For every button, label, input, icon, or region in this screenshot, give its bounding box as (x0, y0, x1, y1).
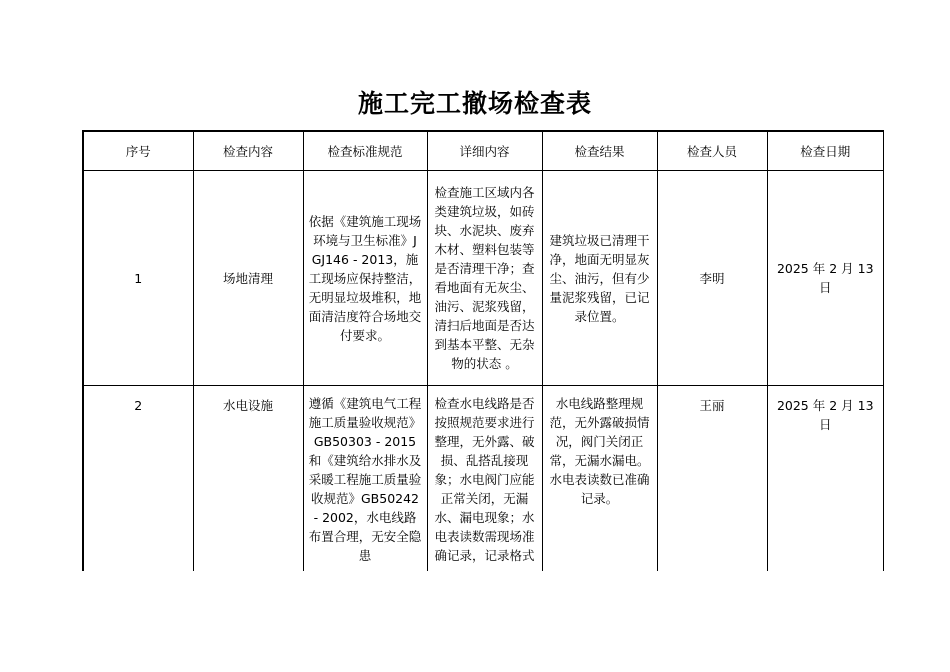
document-title: 施工完工撤场检查表 (357, 89, 592, 118)
header-date: 检查日期 (767, 131, 884, 171)
cell-detail: 检查施工区域内各类建筑垃圾，如砖块、水泥块、废弃木材、塑料包装等是否清理干净；查看地面有无灰尘、油污、泥浆残留，清扫后地面是否达到基本平整、无杂物的状态 。 (427, 171, 542, 386)
header-inspector: 检查人员 (657, 131, 767, 171)
inspection-table-container (82, 130, 884, 571)
cell-result: 建筑垃圾已清理干净，地面无明显灰尘、油污，但有少量泥浆残留，已记录位置。 (542, 171, 657, 386)
cell-index: 2 (83, 386, 193, 572)
cell-item: 场地清理 (193, 171, 303, 386)
cell-detail: 检查水电线路是否按照规范要求进行整理，无外露、破损、乱搭乱接现象；水电阀门应能正常关闭，无漏水、漏电现象；水电表读数需现场准确记录，记录格式 (427, 386, 542, 572)
cell-standard: 遵循《建筑电气工程施工质量验收规范》GB50303 - 2015 和《建筑给水排水及采暖工程施工质量验收规范》GB50242 - 2002，水电线路布置合理，无安全隐患 (303, 386, 427, 572)
cell-index: 1 (83, 171, 193, 386)
header-result: 检查结果 (542, 131, 657, 171)
header-index: 序号 (83, 131, 193, 171)
cell-inspector: 李明 (657, 171, 767, 386)
cell-result: 水电线路整理规范，无外露破损情况，阀门关闭正常，无漏水漏电。水电表读数已准确记录。 (542, 386, 657, 572)
header-detail: 详细内容 (427, 131, 542, 171)
cell-date: 2025 年 2 月 13 日 (767, 386, 884, 572)
header-standard: 检查标准规范 (303, 131, 427, 171)
header-row (83, 131, 884, 171)
cell-standard: 依据《建筑施工现场环境与卫生标准》JGJ146 - 2013，施工现场应保持整洁，无明显垃圾堆积，地面清洁度符合场地交付要求。 (303, 171, 427, 386)
cell-item: 水电设施 (193, 386, 303, 572)
header-item: 检查内容 (193, 131, 303, 171)
inspection-table (82, 130, 884, 571)
cell-date: 2025 年 2 月 13 日 (767, 171, 884, 386)
table-row (83, 171, 884, 386)
table-row (83, 386, 884, 572)
cell-inspector: 王丽 (657, 386, 767, 572)
